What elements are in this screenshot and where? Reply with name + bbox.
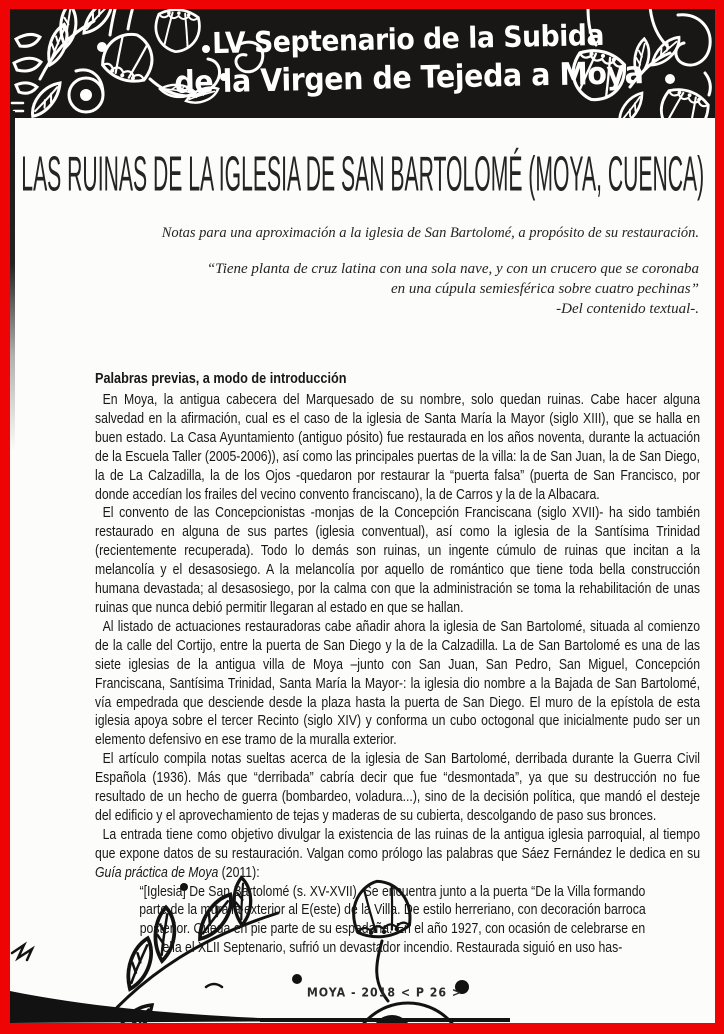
paragraph-3: Al listado de actuaciones restauradoras cabe añadir ahora la iglesia de San Bartolomé, situada al comienzo de la calle del Cortijo, entre la puerta de San Diego y la de la Calzadilla. La de San Bartolomé es una de las siete iglesias de la antigua villa de Moya –junto con San Juan, San Pedro, San Miguel, Concepción Franciscana, Santísima Trinidad, Santa María la Mayor-: la iglesia dio nombre a la Bajada de San Bartolomé, vía empedrada que desciende desde la plaza hasta la puerta de San Diego. El muro de la epístola de esta iglesia apoya sobre el tercer Recinto (siglo XIV) y conforma un cubo octogonal que inicialmente pudo ser un elemento defensivo en ese tramo de la muralla exterior. (95, 618, 701, 749)
paragraph-1: En Moya, la antigua cabecera del Marquesado de su nombre, solo quedan ruinas. Cabe hacer alguna salvedad en la afirmación, cual es el caso de la iglesia de Santa María la Mayor (siglo XIII), que se halla en buen estado. La Casa Ayuntamiento (antiguo pósito) fue restaurada en los años noventa, durante la actuación de la Escuela Taller (2005-2006)), así como las principales puertas de la villa: la de San Juan, la de San Diego, la de La Calzadilla, la de los Ojos -quedaron por restaurar la “puerta falsa” (puerta de San Francisco, por donde accedían los frailes del vecino convento franciscano), la de Carros y la de la Albacara. (95, 392, 701, 503)
paragraph-5 (95, 826, 700, 883)
book-title-italic: Guía práctica de Moya (95, 864, 219, 881)
publication-title-line2: de la Virgen de Tejeda a Moya (174, 55, 644, 101)
article-title: LAS RUINAS DE LA IGLESIA DE SAN BARTOLOMÉ (MOYA, CUENCA) (21, 145, 704, 202)
paragraph-4: El artículo compila notas sueltas acerca de la iglesia de San Bartolomé, derribada durante la Guerra Civil Española (1936). Más que “derribada” cabría decir que fue “desmontada”, ya que su destrucción no fue resultado de un hecho de guerra (bombardeo, voladura...), sino de la decisión política, que mandó el desteje del edificio y el aprovechamiento de tejas y maderas de su cubierta, descolgando de paso sus bronces. (95, 751, 701, 824)
paragraph-5-text: La entrada tiene como objetivo divulgar la existencia de las ruinas de la antigua iglesia parroquial, al tiempo que expone datos de su restauración. Valgan como prólogo las palabras que Sáez Fernández le dedica en su (95, 826, 701, 862)
publication-title (83, 14, 715, 104)
paragraph-5-tail: (2011): (218, 864, 260, 881)
section-heading: Palabras previas, a modo de introducción (95, 370, 347, 387)
scanned-page (10, 9, 715, 1023)
epigraph-attribution: -Del contenido textual-. (556, 301, 699, 317)
scan-edge-artifact (10, 111, 15, 451)
epigraph-line1: “Tiene planta de cruz latina con una sola nave, y con un crucero que se coronaba (206, 261, 699, 277)
blockquote: “[Iglesia] De San Bartolomé (s. XV-XVII). Se encuentra junto a la puerta “De la Villa formando parte de la muralla exterior al E(este) de la Villa. De estilo herreriano, con decoración barroca posterior. Queda en pie parte de su espadaña. En el año 1927, con ocasión de celebrarse en ella el XLII Septenario, sufrió un devastador incendio. Restaurada siguió en uso has- (139, 883, 646, 957)
article (10, 145, 715, 958)
page-footer: MOYA - 2018 < P 26 > (306, 985, 463, 1000)
article-title-row (10, 145, 715, 202)
article-subtitle: Notas para una aproximación a la iglesia de San Bartolomé, a propósito de su restauración. (161, 225, 699, 241)
header-band (10, 9, 715, 118)
article-body (95, 369, 715, 958)
publication-title-line1: LV Septenario de la Subida (211, 17, 605, 61)
epigraph (10, 259, 699, 319)
paragraph-2: El convento de las Concepcionistas -monjas de la Concepción Franciscana (siglo XVII)- ha sido también restaurado en alguna de sus partes (iglesia conventual), así como la iglesia de la Santísima Trinidad (recientemente recuperada). Todo lo demás son ruinas, un ingente cúmulo de ruinas que incitan a la melancolía y el desasosiego. A la melancolía por aquello de romántico que tiene toda bella construcción humana devastada; al desasosiego, por la calma con que la administración se toma la rehabilitación de unas ruinas que nunca debió permitir llegaran al estado en que se hallan. (95, 505, 701, 616)
epigraph-line2: en una cúpula semiesférica sobre cuatro pechinas” (390, 281, 699, 297)
